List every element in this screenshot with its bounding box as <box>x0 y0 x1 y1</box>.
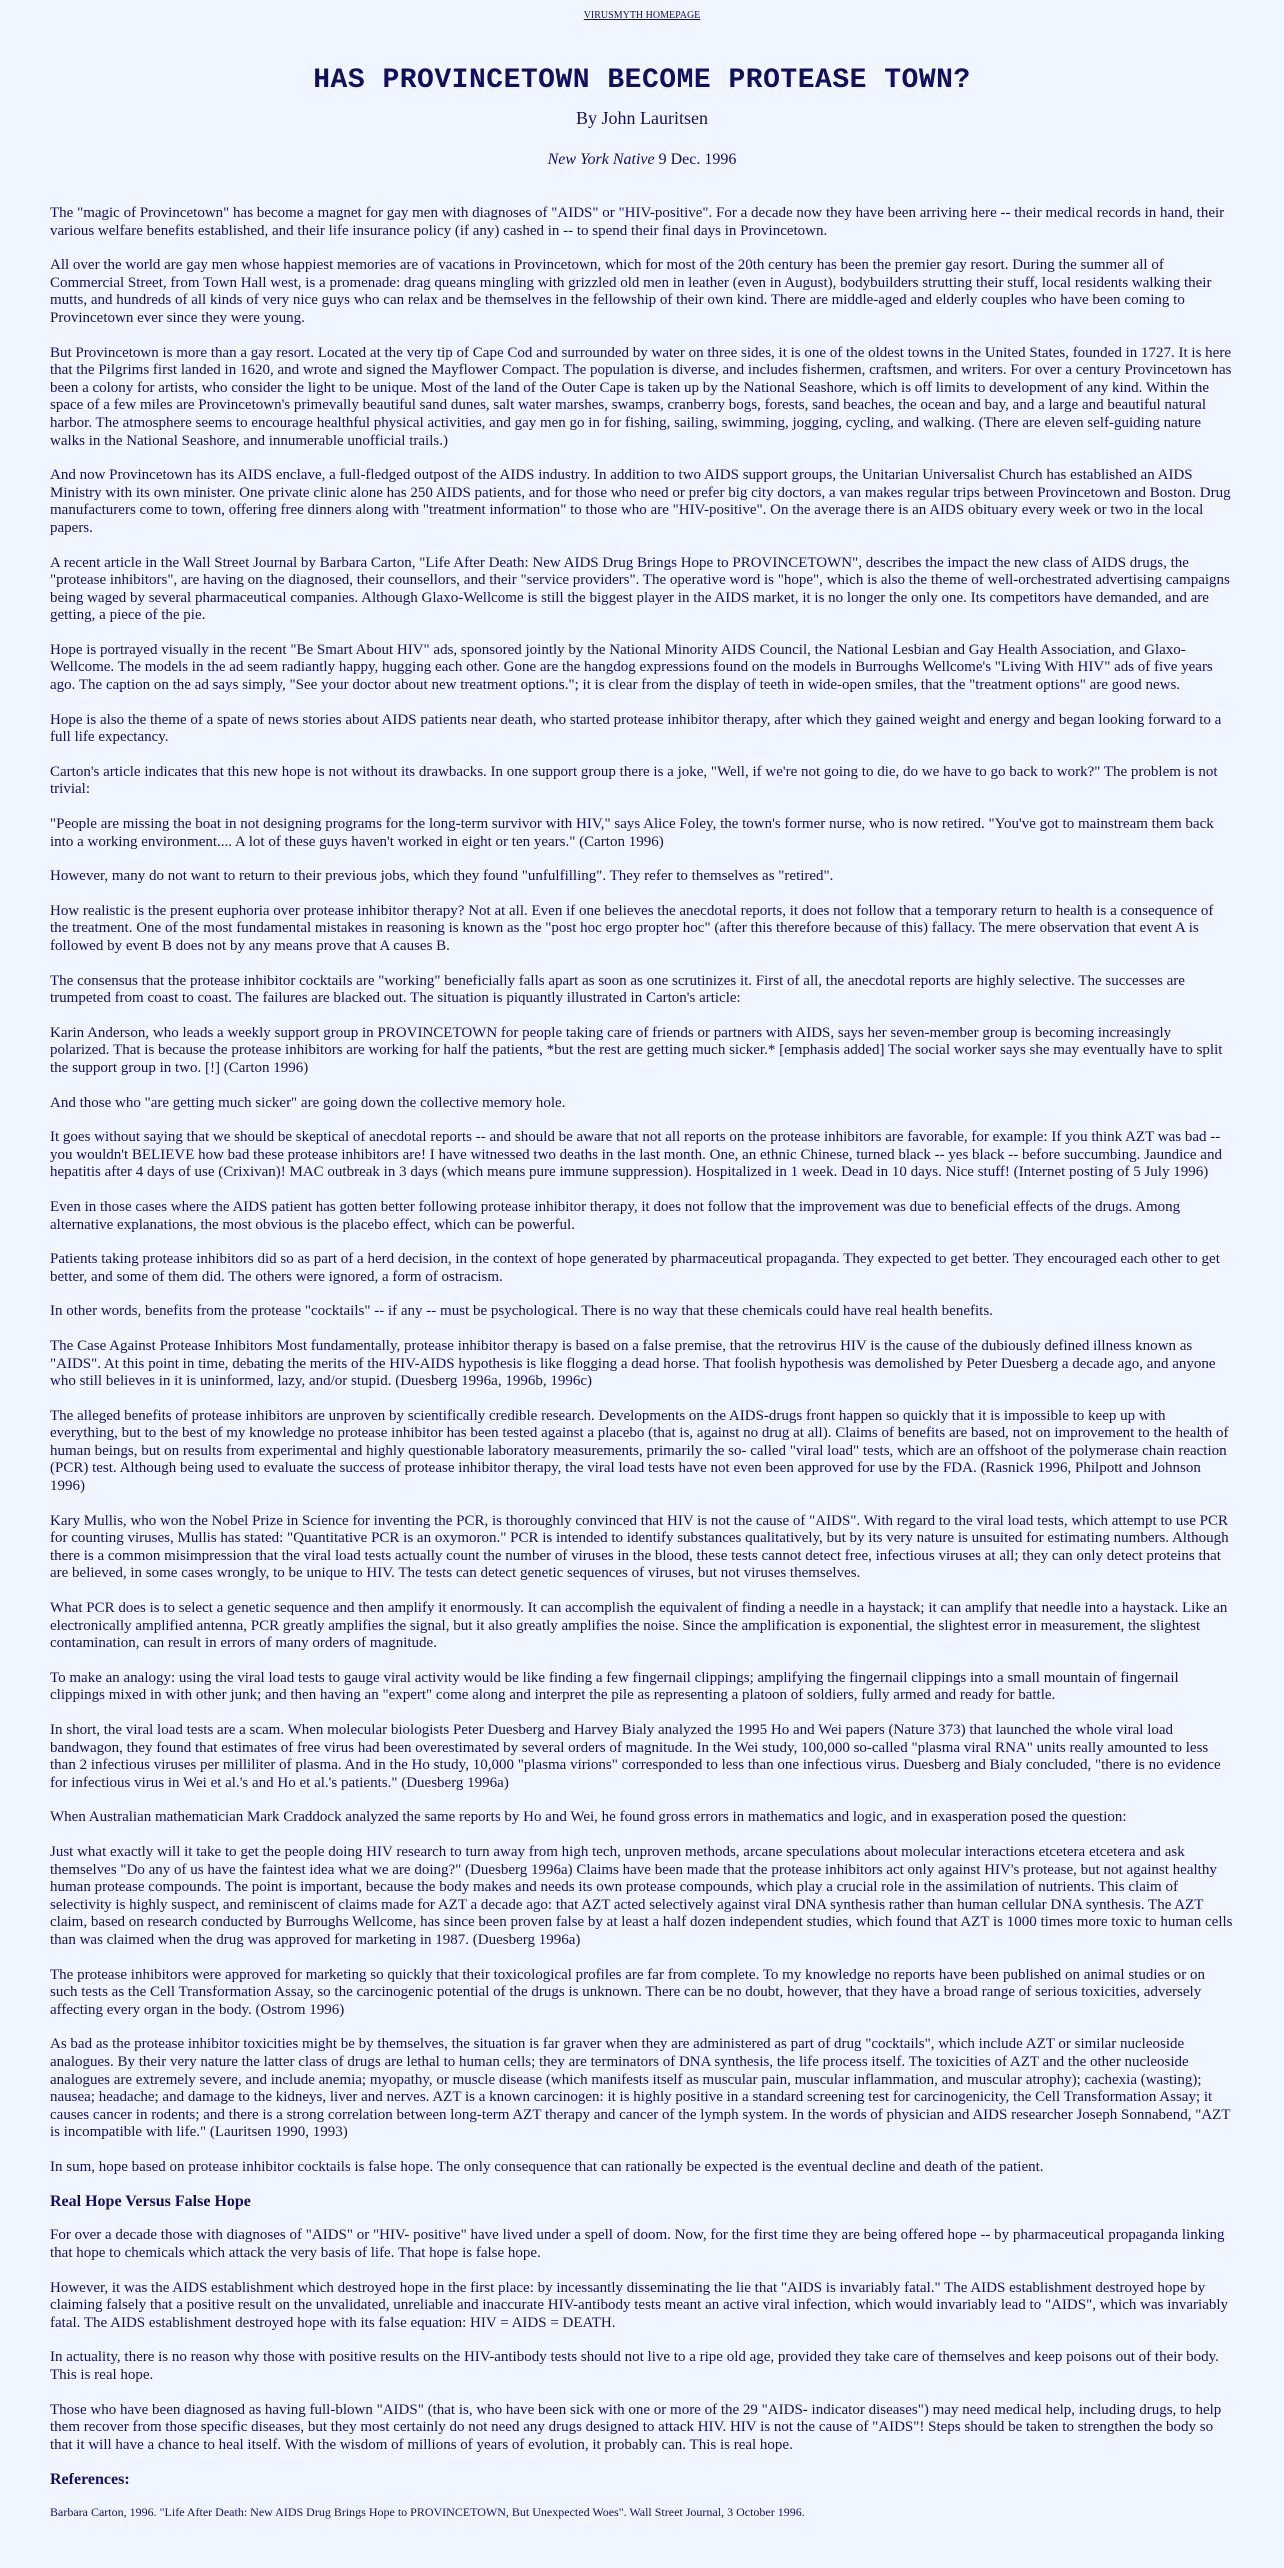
paragraph: The alleged benefits of protease inhibitors are unproven by scientifically credible research. Developments on the AIDS-drugs front happen so quickly that it is impossible to keep up with everything, but to the best of my knowledge no protease inhibitor has been tested against a placebo (that is, against no drug at all). Claims of benefits are based, not on improvement to the health of human beings, but on results from experimental and highly questionable laboratory measurements, primarily the so- called "viral load" tests, which are an offshoot of the polymerase chain reaction (PCR) test. Although being used to evaluate the success of protease inhibitor therapy, the viral load tests have not even been approved for use by the FDA. (Rasnick 1996, Philpott and Johnson 1996) <box>50 1407 1229 1495</box>
paragraph: The consensus that the protease inhibitor cocktails are "working" beneficially falls apart as soon as one scrutinizes it. First of all, the anecdotal reports are highly selective. The successes are trumpeted from coast to coast. The failures are blacked out. The situation is piquantly illustrated in Carton's article: <box>50 972 1185 1007</box>
paragraph: It goes without saying that we should be skeptical of anecdotal reports -- and should be aware that not all reports on the protease inhibitors are favorable, for example: If you think AZT was bad -- you wouldn't BELIEVE how bad these protease inhibitors are! I have witnessed two deaths in the last month. One, an ethnic Chinese, turned black -- yes black -- before succumbing. Jaundice and hepatitis after 4 days of use (Crixivan)! MAC outbreak in 3 days (which means pure immune suppression). Hospitalized in 1 week. Dead in 10 days. Nice stuff! (Internet posting of 5 July 1996) <box>50 1129 1222 1181</box>
paragraph: And now Provincetown has its AIDS enclave, a full-fledged outpost of the AIDS industry. In addition to two AIDS support groups, the Unitarian Universalist Church has established an AIDS Ministry with its own minister. One private clinic alone has 250 AIDS patients, and for those who need or prefer big city doctors, a van makes regular trips between Provincetown and Boston. Drug manufacturers come to town, offering free dinners along with "treatment information" to those who are "HIV-positive". On the average there is an AIDS obituary every week or two in the local papers. <box>50 467 1231 536</box>
paragraph: All over the world are gay men whose happiest memories are of vacations in Provincetown, which for most of the 20th century has been the premier gay resort. During the summer all of Commercial Street, from Town Hall west, is a promenade: drag queans mingling with grizzled old men in leather (even in August), bodybuilders strutting their stuff, local residents walking their mutts, and hundreds of all kinds of very nice guys who can relax and be themselves in the fellowship of their own kind. There are middle-aged and elderly couples who have been coming to Provincetown ever since they were young. <box>50 257 1212 326</box>
reference-item: Barbara Carton, 1996. "Life After Death: New AIDS Drug Brings Hope to PROVINCETOWN, But Unexpected Woes". Wall Street Journal, 3 October 1996. <box>50 2505 805 2520</box>
paragraph: A recent article in the Wall Street Journal by Barbara Carton, "Life After Death: New AIDS Drug Brings Hope to PROVINCETOWN", describes the impact the new class of AIDS drugs, the "protease inhibitors", are having on the diagnosed, their counsellors, and their "service providers". The operative word is "hope", which is also the theme of well-orchestrated advertising campaigns being waged by several pharmaceutical companies. Although Glaxo-Wellcome is still the biggest player in the AIDS market, it is no longer the only one. Its competitors have demanded, and are getting, a piece of the pie. <box>50 554 1230 624</box>
paragraph: For over a decade those with diagnoses of "AIDS" or "HIV- positive" have lived under a spell of doom. Now, for the first time they are being offered hope -- by pharmaceutical propaganda linking that hope to chemicals which attack the very basis of life. That hope is false hope. <box>50 2227 1225 2262</box>
paragraph: But Provincetown is more than a gay resort. Located at the very tip of Cape Cod and surrounded by water on three sides, it is one of the oldest towns in the United States, founded in 1727. It is here that the Pilgrims first landed in 1620, and wrote and signed the Mayflower Compact. The population is diverse, and includes fishermen, craftsmen, and writers. For over a century Provincetown has been a colony for artists, who consider the light to be unique. Most of the land of the Outer Cape is taken up by the National Seashore, which is off limits to development of any kind. Within the space of a few miles are Provincetown's primevally beautiful sand dunes, salt water marshes, swamps, cranberry bogs, forests, sand beaches, the ocean and bay, and a large and beautiful natural harbor. The atmosphere seems to encourage healthful physical activities, and gay men go in for fishing, sailing, swimming, jogging, cycling, and walking. (There are eleven self-guiding nature walks in the National Seashore, and innumerable unofficial trails.) <box>50 344 1232 449</box>
paragraph: In short, the viral load tests are a scam. When molecular biologists Peter Duesberg and Harvey Bialy analyzed the 1995 Ho and Wei papers (Nature 373) that launched the whole viral load bandwagon, they found that estimates of free virus had been overestimated by several orders of magnitude. In the Wei study, 100,000 so-called "plasma viral RNA" units really amounted to less than 2 infectious viruses per milliliter of plasma. And in the Ho study, 10,000 "plasma virions" corresponded to less than one infectious virus. Duesberg and Bialy concluded, "there is no evidence for infectious virus in Wei et al.'s and Ho et al.'s patients." (Duesberg 1996a) <box>50 1722 1221 1791</box>
paragraph: How realistic is the present euphoria over protease inhibitor therapy? Not at all. Even if one believes the anecdotal reports, it does not follow that a temporary return to health is a consequence of the treatment. One of the most fundamental mistakes in reasoning is known as the "post hoc ergo propter hoc" (after this therefore because of this) fallacy. The mere observation that event A is followed by event B does not by any means prove that A causes B. <box>50 902 1214 954</box>
paragraph: When Australian mathematician Mark Craddock analyzed the same reports by Ho and Wei, he found gross errors in mathematics and logic, and in exasperation posed the question: <box>50 1809 1127 1826</box>
article-title: HAS PROVINCETOWN BECOME PROTEASE TOWN? <box>313 65 971 96</box>
paragraph: Karin Anderson, who leads a weekly support group in PROVINCETOWN for people taking care of friends or partners with AIDS, says her seven-member group is becoming increasingly polarized. That is because the protease inhibitors are working for half the patients, *but the rest are getting much sicker.* [emphasis added] The social worker says she may eventually have to split the support group in two. [!] (Carton 1996) <box>50 1024 1223 1076</box>
paragraph: Even in those cases where the AIDS patient has gotten better following protease inhibitor therapy, it does not follow that the improvement was due to beneficial effects of the drugs. Among alternative explanations, the most obvious is the placebo effect, which can be powerful. <box>50 1198 1181 1233</box>
paragraph: The Case Against Protease Inhibitors Most fundamentally, protease inhibitor therapy is based on a false premise, that the retrovirus HIV is the cause of the dubiously defined illness known as "AIDS". At this point in time, debating the merits of the HIV-AIDS hypothesis is like flogging a dead horse. That foolish hypothesis was demolished by Peter Duesberg a decade ago, and anyone who still believes in it is uninformed, lazy, and/or stupid. (Duesberg 1996a, 1996b, 1996c) <box>50 1337 1216 1390</box>
publication-line <box>50 151 1234 169</box>
paragraph: The "magic of Provincetown" has become a magnet for gay men with diagnoses of "AIDS" or "HIV-positive". For a decade now they have been arriving here -- their medical records in hand, their various welfare benefits established, and their life insurance policy (if any) cashed in -- to spend their final days in Provincetown. <box>50 205 1225 239</box>
section-heading-real-hope: Real Hope Versus False Hope <box>50 2193 251 2211</box>
paragraph: To make an analogy: using the viral load tests to gauge viral activity would be like finding a few fingernail clippings; amplifying the fingernail clippings into a small mountain of fingernail clippings mixed in with other junk; and then having an "expert" come along and interpret the pile as representing a platoon of soldiers, fully armed and ready for battle. <box>50 1669 1179 1704</box>
references-heading: References: <box>50 2471 130 2489</box>
paragraph: Carton's article indicates that this new hope is not without its drawbacks. In one support group there is a joke, "Well, if we're not going to die, do we have to go back to work?" The problem is not trivial: <box>50 763 1218 798</box>
paragraph: Kary Mullis, who won the Nobel Prize in Science for inventing the PCR, is thoroughly convinced that HIV is not the cause of "AIDS". With regard to the viral load tests, which attempt to use PCR for counting viruses, Mullis has stated: "Quantitative PCR is an oxymoron." PCR is intended to identify substances qualitatively, but by its very nature is unsuited for estimating numbers. Although there is a common misimpression that the viral load tests actually count the number of viruses in the blood, these tests cannot detect free, infectious viruses at all; they can only detect proteins that are believed, in some cases wrongly, to be unique to HIV. The tests can detect genetic sequences of viruses, but not viruses themselves. <box>50 1512 1229 1582</box>
paragraph: And those who "are getting much sicker" are going down the collective memory hole. <box>50 1094 566 1111</box>
paragraph: Hope is portrayed visually in the recent "Be Smart About HIV" ads, sponsored jointly by the National Minority AIDS Council, the National Lesbian and Gay Health Association, and Glaxo- Wellcome. The models in the ad seem radiantly happy, hugging each other. Gone are the hangdog expressions found on the models in Burroughs Wellcome's "Living With HIV" ads of five years ago. The caption on the ad says simply, "See your doctor about new treatment options."; it is clear from the display of teeth in wide-open smiles, that the "treatment options" are good news. <box>50 641 1213 694</box>
homepage-link[interactable]: VIRUSMYTH HOMEPAGE <box>583 10 701 21</box>
paragraph: As bad as the protease inhibitor toxicities might be by themselves, the situation is far graver when they are administered as part of drug "cocktails", which include AZT or similar nucleoside analogues. By their very nature the latter class of drugs are lethal to human cells; they are terminators of DNA synthesis, the life process itself. The toxicities of AZT and the other nucleoside analogues are extremely severe, and include anemia; myopathy, or muscle disease (which manifests itself as muscular pain, muscular inflammation, and muscular atrophy); cachexia (wasting); nausea; headache; and damage to the kidneys, liver and nerves. AZT is a known carcinogen: it is highly positive in a standard screening test for carcinogenicity, the Cell Transformation Assay; it causes cancer in rodents; and there is a strong correlation between long-term AZT therapy and cancer of the lymph system. In the words of physician and AIDS researcher Joseph Sonnabend, "AZT is incompatible with life." (Lauritsen 1990, 1993) <box>50 2036 1231 2141</box>
publication-date: 9 Dec. 1996 <box>658 151 737 168</box>
paragraph: Those who have been diagnosed as having full-blown "AIDS" (that is, who have been sick with one or more of the 29 "AIDS- indicator diseases") may need medical help, including drugs, to help them recover from those specific diseases, but they most certainly do not need any drugs designed to attack HIV. HIV is not the cause of "AIDS"! Steps should be taken to strengthen the body so that it will have a chance to heal itself. With the wisdom of millions of years of evolution, it probably can. This is real hope. <box>50 2401 1222 2453</box>
paragraph: However, it was the AIDS establishment which destroyed hope in the first place: by incessantly disseminating the lie that "AIDS is invariably fatal." The AIDS establishment destroyed hope by claiming falsely that a positive result on the unvalidated, unreliable and inaccurate HIV-antibody tests meant an active viral infection, which would invariably lead to "AIDS", which was invariably fatal. The AIDS establishment destroyed hope with its false equation: HIV = AIDS = DEATH. <box>50 2279 1229 2331</box>
paragraph: Hope is also the theme of a spate of news stories about AIDS patients near death, who started protease inhibitor therapy, after which they gained weight and energy and began looking forward to a full life expectancy. <box>50 711 1222 746</box>
paragraph: Patients taking protease inhibitors did so as part of a herd decision, in the context of hope generated by pharmaceutical propaganda. They expected to get better. They encouraged each other to get better, and some of them did. The others were ignored, a form of ostracism. <box>50 1251 1220 1285</box>
publication-name: New York Native <box>547 151 655 168</box>
paragraph: In sum, hope based on protease inhibitor cocktails is false hope. The only consequence that can rationally be expected is the eventual decline and death of the patient. <box>50 2158 1044 2175</box>
paragraph: The protease inhibitors were approved for marketing so quickly that their toxicological profiles are far from complete. To my knowledge no reports have been published on animal studies or on such tests as the Cell Transformation Assay, so the carcinogenic potential of the drugs is unknown. There can be no doubt, however, that they have a broad range of serious toxicities, adversely affecting every organ in the body. (Ostrom 1996) <box>50 1966 1206 2018</box>
paragraph: "People are missing the boat in not designing programs for the long-term survivor with HIV," says Alice Foley, the town's former nurse, who is now retired. "You've got to mainstream them back into a working environment.... A lot of these guys haven't worked in eight or ten years." (Carton 1996) <box>50 816 1214 850</box>
paragraph: Just what exactly will it take to get the people doing HIV research to turn away from high tech, unproven methods, arcane speculations about molecular interactions etcetera etcetera and ask themselves "Do any of us have the faintest idea what we are doing?" (Duesberg 1996a) Claims have been made that the protease inhibitors act only against HIV's protease, but not against healthy human protease compounds. The point is important, because the body makes and needs its own protease compounds, which play a crucial role in the assimilation of nutrients. This claim of selectivity is highly suspect, and reminiscent of claims made for AZT a decade ago: that AZT acted selectively against viral DNA synthesis rather than human cellular DNA synthesis. The AZT claim, based on research conducted by Burroughs Wellcome, has since been proven false by at least a half dozen independent studies, which found that AZT is 1000 times more toxic to human cells than was claimed when the drug was approved for marketing in 1987. (Duesberg 1996a) <box>50 1843 1233 1948</box>
paragraph: In actuality, there is no reason why those with positive results on the HIV-antibody tests should not live to a ripe old age, provided they take care of themselves and keep poisons out of their body. This is real hope. <box>50 2349 1219 2384</box>
section-real-hope <box>50 2227 1234 2454</box>
paragraph: What PCR does is to select a genetic sequence and then amplify it enormously. It can accomplish the equivalent of finding a needle in a haystack; it can amplify that needle into a haystack. Like an electronically amplified antenna, PCR greatly amplifies the signal, but it also greatly amplifies the noise. Since the amplification is exponential, the slightest error in measurement, the slightest contamination, can result in errors of many orders of magnitude. <box>50 1600 1228 1652</box>
paragraph: However, many do not want to return to their previous jobs, which they found "unfulfilling". They refer to themselves as "retired". <box>50 868 834 885</box>
paragraph: In other words, benefits from the protease "cocktails" -- if any -- must be psychological. There is no way that these chemicals could have real health benefits. <box>50 1303 993 1320</box>
references-list <box>50 2505 1234 2520</box>
byline: By John Lauritsen <box>576 108 708 128</box>
article-body <box>50 205 1234 2176</box>
